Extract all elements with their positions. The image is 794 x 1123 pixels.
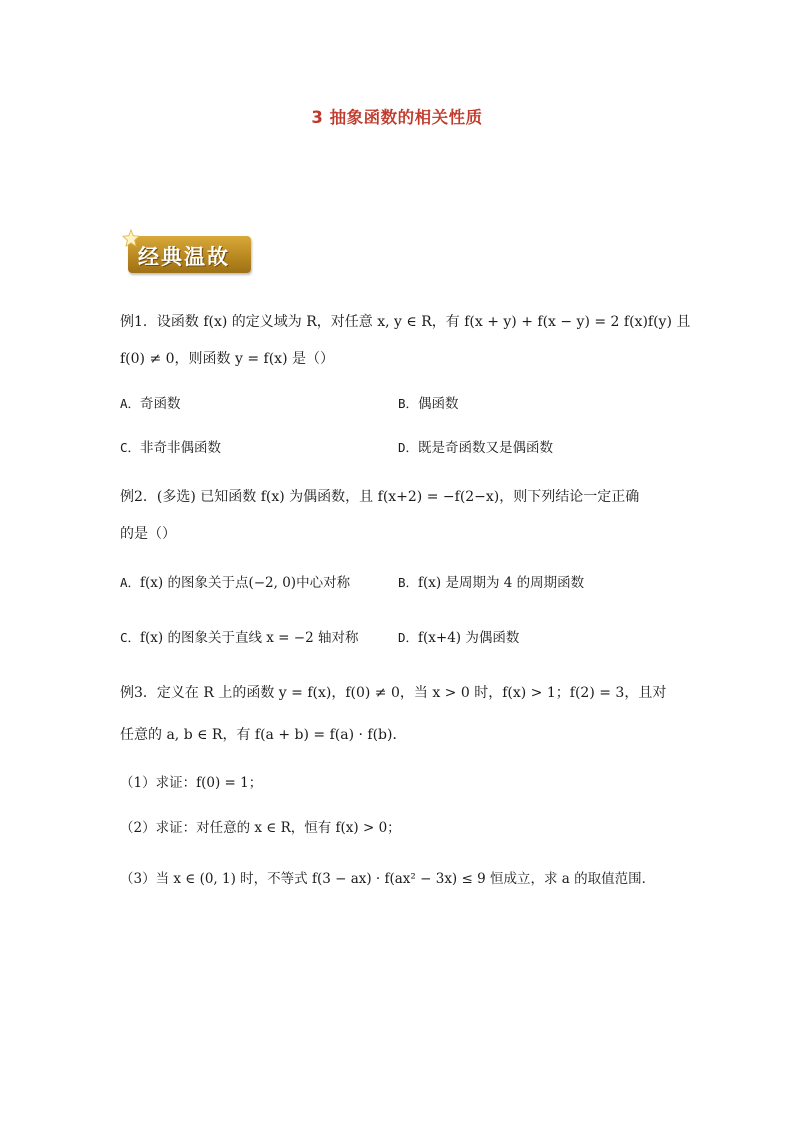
example-2-option-c bbox=[120, 628, 358, 648]
option-letter: C． bbox=[120, 440, 141, 455]
option-text: 既是奇函数又是偶函数 bbox=[418, 440, 554, 456]
example-2-line-1: 例2．(多选) 已知函数 f(x) 为偶函数，且 f(x+2) = −f(2−x)，则下列结论一定正确 bbox=[120, 489, 640, 505]
option-letter: C． bbox=[120, 630, 141, 645]
option-text: 偶函数 bbox=[418, 396, 459, 412]
option-letter: B． bbox=[398, 396, 419, 411]
example-1-option-c bbox=[120, 438, 221, 458]
option-text: f(x+4) 为偶函数 bbox=[418, 630, 520, 646]
option-letter: A． bbox=[120, 575, 141, 590]
example-1-line-2: f(0) ≠ 0，则函数 y = f(x) 是（） bbox=[120, 351, 334, 367]
page-title: 3 抽象函数的相关性质 bbox=[311, 108, 483, 127]
example-1-option-b bbox=[398, 394, 459, 414]
example-2-line-2: 的是（） bbox=[120, 526, 176, 542]
option-text: f(x) 是周期为 4 的周期函数 bbox=[418, 575, 585, 591]
option-text: f(x) 的图象关于直线 x = −2 轴对称 bbox=[140, 630, 359, 646]
example-3-line-1: 例3．定义在 R 上的函数 y = f(x)，f(0) ≠ 0，当 x > 0 时，f(x) > 1；f(2) = 3，且对 bbox=[120, 685, 667, 701]
option-letter: D． bbox=[398, 630, 419, 645]
example-3-part-2: （2）求证：对任意的 x ∈ R，恒有 f(x) > 0； bbox=[120, 820, 401, 836]
option-text: 奇函数 bbox=[140, 396, 181, 412]
example-2-option-b bbox=[398, 573, 584, 593]
section-badge bbox=[128, 236, 251, 273]
example-2-option-a bbox=[120, 573, 350, 593]
option-letter: D． bbox=[398, 440, 419, 455]
option-text: f(x) 的图象关于点(−2, 0)中心对称 bbox=[140, 575, 351, 591]
example-1-line-1: 例1．设函数 f(x) 的定义域为 R，对任意 x, y ∈ R，有 f(x + y) + f(x − y) = 2 f(x)f(y) 且 bbox=[120, 314, 691, 330]
example-3-part-3: （3）当 x ∈ (0, 1) 时，不等式 f(3 − ax) · f(ax² − 3x) ≤ 9 恒成立，求 a 的取值范围． bbox=[120, 871, 656, 887]
badge-label: 经典温故 bbox=[138, 245, 230, 269]
option-text: 非奇非偶函数 bbox=[140, 440, 222, 456]
option-letter: A． bbox=[120, 396, 141, 411]
example-3-part-1: （1）求证：f(0) = 1； bbox=[120, 775, 263, 791]
option-letter: B． bbox=[398, 575, 419, 590]
example-2-option-d bbox=[398, 628, 519, 648]
example-1-option-d bbox=[398, 438, 553, 458]
example-3-line-2: 任意的 a, b ∈ R，有 f(a + b) = f(a) · f(b)． bbox=[120, 727, 407, 743]
example-1-option-a bbox=[120, 394, 181, 414]
